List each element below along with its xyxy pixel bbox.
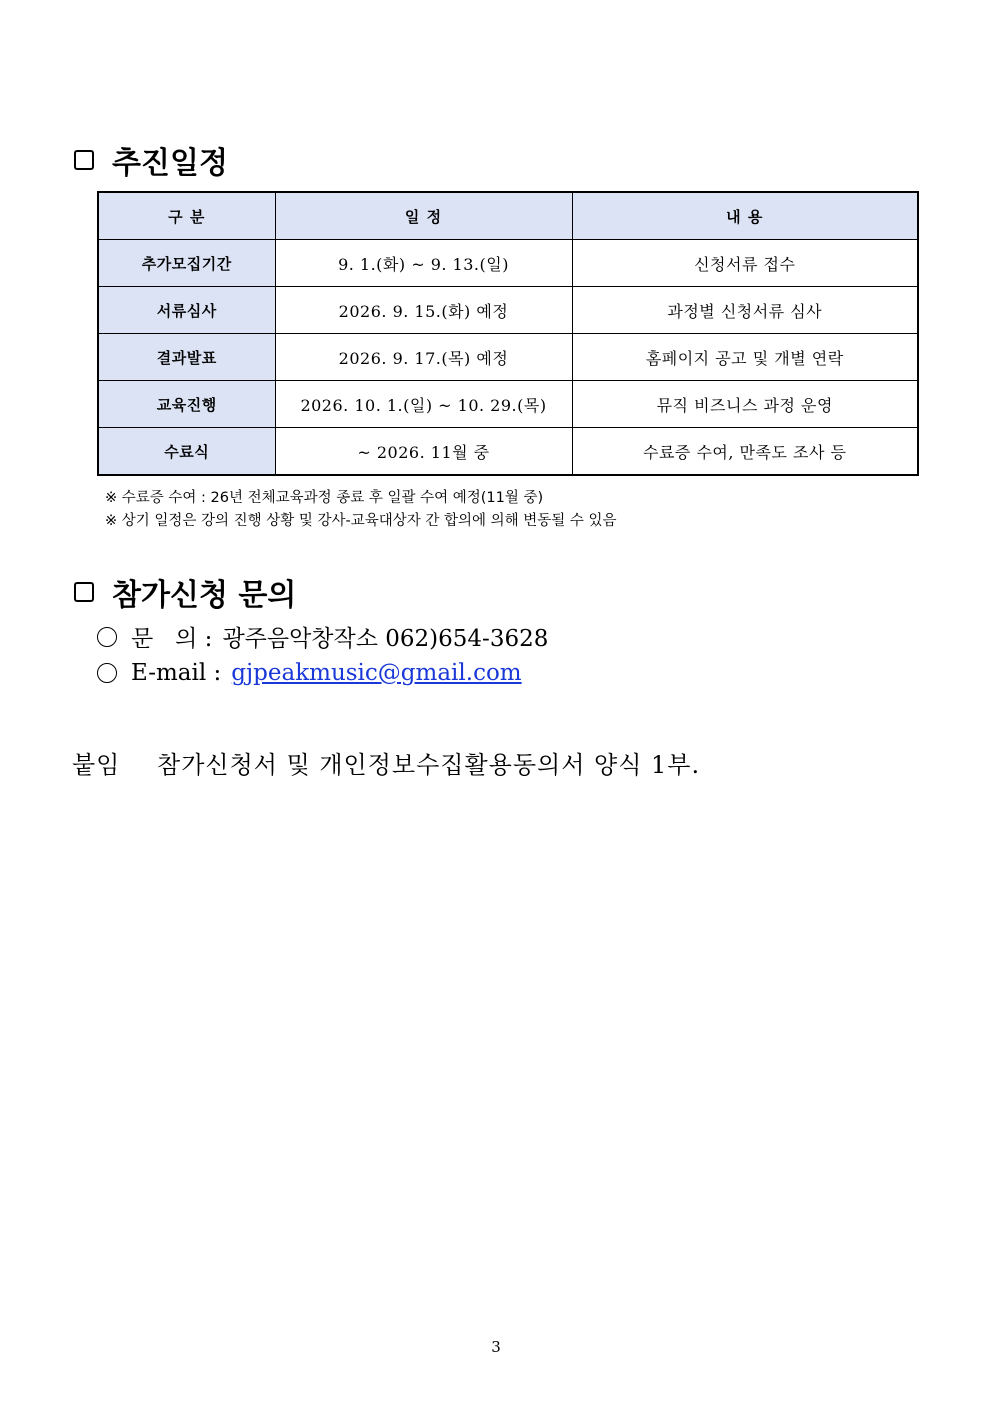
table-row [98, 428, 918, 476]
section-title-schedule [74, 138, 228, 182]
square-bullet-icon [74, 150, 94, 170]
circle-bullet-icon [97, 627, 117, 647]
header-category: 구 분 [98, 192, 275, 240]
header-schedule: 일 정 [275, 192, 572, 240]
contact-email [97, 660, 522, 686]
table-row [98, 381, 918, 428]
section-title-text: 참가신청 문의 [112, 578, 297, 613]
attachment-line [72, 745, 700, 780]
table-header-row [98, 192, 918, 240]
note-line: ※ 수료증 수여 : 26년 전체교육과정 종료 후 일괄 수여 예정(11월 중) [105, 490, 544, 506]
row-schedule: 2026. 9. 17.(목) 예정 [275, 334, 572, 381]
row-schedule: 2026. 10. 1.(일) ~ 10. 29.(목) [275, 381, 572, 428]
row-schedule: 2026. 9. 15.(화) 예정 [275, 287, 572, 334]
schedule-table [97, 191, 919, 476]
table-row [98, 334, 918, 381]
schedule-notes [105, 487, 617, 533]
square-bullet-icon [74, 582, 94, 602]
row-schedule: 9. 1.(화) ~ 9. 13.(일) [275, 240, 572, 287]
section-title-inquiry [74, 570, 296, 614]
inquiry-value: 광주음악창작소 062)654-3628 [222, 626, 549, 652]
inquiry-label: 문 의 : [131, 626, 213, 652]
row-category: 결과발표 [98, 334, 275, 381]
row-content: 신청서류 접수 [572, 240, 918, 287]
row-category: 서류심사 [98, 287, 275, 334]
email-label: E-mail : [131, 660, 222, 686]
row-content: 수료증 수여, 만족도 조사 등 [572, 428, 918, 476]
row-content: 뮤직 비즈니스 과정 운영 [572, 381, 918, 428]
row-content: 홈페이지 공고 및 개별 연락 [572, 334, 918, 381]
email-link[interactable]: gjpeakmusic@gmail.com [231, 660, 522, 686]
row-category: 수료식 [98, 428, 275, 476]
row-schedule: ~ 2026. 11월 중 [275, 428, 572, 476]
attachment-label: 붙임 [72, 751, 121, 779]
section-title-text: 추진일정 [112, 146, 228, 181]
page-number: 3 [491, 1338, 501, 1356]
contact-inquiry [97, 620, 548, 653]
circle-bullet-icon [97, 663, 117, 683]
row-content: 과정별 신청서류 심사 [572, 287, 918, 334]
header-content: 내 용 [572, 192, 918, 240]
note-line: ※ 상기 일정은 강의 진행 상황 및 강사-교육대상자 간 합의에 의해 변동될 수 있음 [105, 513, 617, 529]
attachment-text: 참가신청서 및 개인정보수집활용동의서 양식 1부. [157, 751, 701, 779]
row-category: 추가모집기간 [98, 240, 275, 287]
table-row [98, 287, 918, 334]
table-row [98, 240, 918, 287]
row-category: 교육진행 [98, 381, 275, 428]
